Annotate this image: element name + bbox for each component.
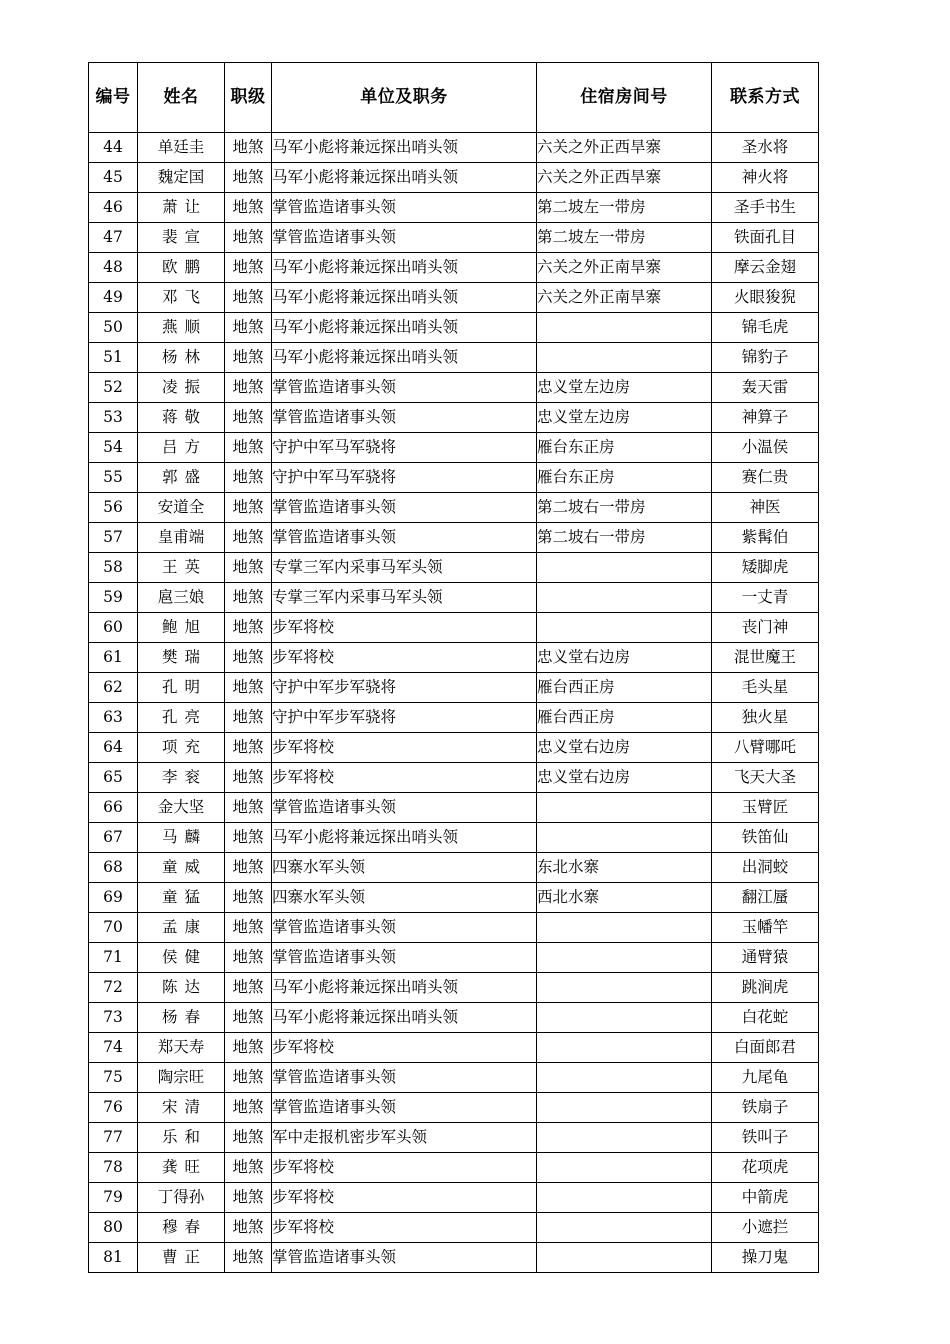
- cell-name: 李衮: [138, 763, 225, 793]
- cell-name: 邓飞: [138, 283, 225, 313]
- table-row: [89, 823, 819, 853]
- table-row: [89, 1183, 819, 1213]
- table-row: [89, 1213, 819, 1243]
- cell-name: 王英: [138, 553, 225, 583]
- cell-name: 项充: [138, 733, 225, 763]
- cell-unit: 马军小彪将兼远探出哨头领: [272, 163, 537, 193]
- cell-id: 80: [89, 1213, 138, 1243]
- cell-id: 66: [89, 793, 138, 823]
- cell-room: 忠义堂左边房: [537, 373, 712, 403]
- cell-rank: 地煞: [225, 493, 272, 523]
- cell-id: 62: [89, 673, 138, 703]
- cell-id: 49: [89, 283, 138, 313]
- cell-unit: 掌管监造诸事头领: [272, 1243, 537, 1273]
- cell-rank: 地煞: [225, 433, 272, 463]
- table-row: [89, 463, 819, 493]
- cell-name: 童猛: [138, 883, 225, 913]
- cell-name: 郭盛: [138, 463, 225, 493]
- cell-id: 74: [89, 1033, 138, 1063]
- cell-room: [537, 1183, 712, 1213]
- cell-name: 燕顺: [138, 313, 225, 343]
- table-row: [89, 793, 819, 823]
- cell-id: 72: [89, 973, 138, 1003]
- cell-name: 鲍旭: [138, 613, 225, 643]
- cell-id: 75: [89, 1063, 138, 1093]
- cell-rank: 地煞: [225, 823, 272, 853]
- table-row: [89, 163, 819, 193]
- cell-room: 第二坡左一带房: [537, 223, 712, 253]
- cell-contact: 锦豹子: [712, 343, 819, 373]
- cell-unit: 马军小彪将兼远探出哨头领: [272, 253, 537, 283]
- table-row: [89, 763, 819, 793]
- cell-id: 64: [89, 733, 138, 763]
- cell-id: 50: [89, 313, 138, 343]
- cell-name: 杨春: [138, 1003, 225, 1033]
- table-row: [89, 1063, 819, 1093]
- header-row: [89, 63, 819, 133]
- cell-contact: 神算子: [712, 403, 819, 433]
- cell-id: 45: [89, 163, 138, 193]
- cell-name: 穆春: [138, 1213, 225, 1243]
- table-row: [89, 1123, 819, 1153]
- table-row: [89, 1033, 819, 1063]
- cell-room: 忠义堂右边房: [537, 763, 712, 793]
- column-header-unit: 单位及职务: [272, 63, 537, 133]
- cell-contact: 轰天雷: [712, 373, 819, 403]
- table-row: [89, 133, 819, 163]
- cell-rank: 地煞: [225, 1063, 272, 1093]
- cell-id: 46: [89, 193, 138, 223]
- cell-room: 忠义堂右边房: [537, 733, 712, 763]
- cell-name: 裴宣: [138, 223, 225, 253]
- cell-unit: 掌管监造诸事头领: [272, 193, 537, 223]
- cell-room: [537, 1243, 712, 1273]
- table-row: [89, 943, 819, 973]
- table-row: [89, 733, 819, 763]
- table-row: [89, 253, 819, 283]
- cell-id: 63: [89, 703, 138, 733]
- cell-unit: 步军将校: [272, 1183, 537, 1213]
- cell-contact: 操刀鬼: [712, 1243, 819, 1273]
- table-row: [89, 553, 819, 583]
- cell-name: 单廷圭: [138, 133, 225, 163]
- cell-unit: 掌管监造诸事头领: [272, 223, 537, 253]
- column-header-rank: 职级: [225, 63, 272, 133]
- table-row: [89, 583, 819, 613]
- cell-name: 吕方: [138, 433, 225, 463]
- cell-name: 萧让: [138, 193, 225, 223]
- table-row: [89, 313, 819, 343]
- cell-contact: 紫髯伯: [712, 523, 819, 553]
- cell-contact: 丧门神: [712, 613, 819, 643]
- cell-id: 71: [89, 943, 138, 973]
- table-body: [89, 133, 819, 1273]
- cell-contact: 铁扇子: [712, 1093, 819, 1123]
- cell-rank: 地煞: [225, 643, 272, 673]
- cell-name: 扈三娘: [138, 583, 225, 613]
- cell-name: 樊瑞: [138, 643, 225, 673]
- cell-rank: 地煞: [225, 163, 272, 193]
- cell-rank: 地煞: [225, 1153, 272, 1183]
- cell-unit: 掌管监造诸事头领: [272, 943, 537, 973]
- cell-rank: 地煞: [225, 973, 272, 1003]
- cell-name: 陈达: [138, 973, 225, 1003]
- cell-unit: 掌管监造诸事头领: [272, 1063, 537, 1093]
- cell-contact: 赛仁贵: [712, 463, 819, 493]
- document-page: [88, 62, 818, 1273]
- table-row: [89, 403, 819, 433]
- cell-contact: 白面郎君: [712, 1033, 819, 1063]
- cell-contact: 火眼狻猊: [712, 283, 819, 313]
- cell-room: [537, 1123, 712, 1153]
- cell-room: [537, 823, 712, 853]
- cell-rank: 地煞: [225, 1243, 272, 1273]
- cell-unit: 步军将校: [272, 733, 537, 763]
- column-header-contact: 联系方式: [712, 63, 819, 133]
- cell-room: 第二坡左一带房: [537, 193, 712, 223]
- cell-contact: 小遮拦: [712, 1213, 819, 1243]
- cell-room: [537, 313, 712, 343]
- cell-room: [537, 1063, 712, 1093]
- cell-rank: 地煞: [225, 253, 272, 283]
- table-row: [89, 373, 819, 403]
- cell-id: 56: [89, 493, 138, 523]
- cell-name: 孔明: [138, 673, 225, 703]
- cell-unit: 掌管监造诸事头领: [272, 793, 537, 823]
- cell-name: 欧鹏: [138, 253, 225, 283]
- cell-id: 76: [89, 1093, 138, 1123]
- cell-rank: 地煞: [225, 283, 272, 313]
- cell-room: 六关之外正西旱寨: [537, 133, 712, 163]
- cell-contact: 花项虎: [712, 1153, 819, 1183]
- cell-rank: 地煞: [225, 403, 272, 433]
- cell-contact: 飞天大圣: [712, 763, 819, 793]
- cell-id: 81: [89, 1243, 138, 1273]
- cell-name: 杨林: [138, 343, 225, 373]
- table-row: [89, 1153, 819, 1183]
- cell-room: 第二坡右一带房: [537, 523, 712, 553]
- cell-name: 魏定国: [138, 163, 225, 193]
- cell-unit: 马军小彪将兼远探出哨头领: [272, 1003, 537, 1033]
- table-row: [89, 913, 819, 943]
- column-header-room: 住宿房间号: [537, 63, 712, 133]
- cell-rank: 地煞: [225, 373, 272, 403]
- table-row: [89, 343, 819, 373]
- cell-unit: 专掌三军内采事马军头领: [272, 583, 537, 613]
- table-row: [89, 433, 819, 463]
- cell-room: [537, 1153, 712, 1183]
- cell-contact: 中箭虎: [712, 1183, 819, 1213]
- cell-name: 孔亮: [138, 703, 225, 733]
- cell-id: 48: [89, 253, 138, 283]
- cell-rank: 地煞: [225, 313, 272, 343]
- cell-id: 59: [89, 583, 138, 613]
- cell-unit: 步军将校: [272, 643, 537, 673]
- cell-id: 60: [89, 613, 138, 643]
- cell-contact: 一丈青: [712, 583, 819, 613]
- cell-room: 西北水寨: [537, 883, 712, 913]
- cell-unit: 马军小彪将兼远探出哨头领: [272, 823, 537, 853]
- cell-id: 79: [89, 1183, 138, 1213]
- cell-room: [537, 583, 712, 613]
- cell-rank: 地煞: [225, 943, 272, 973]
- cell-room: 忠义堂右边房: [537, 643, 712, 673]
- cell-contact: 铁笛仙: [712, 823, 819, 853]
- cell-room: [537, 1003, 712, 1033]
- cell-rank: 地煞: [225, 733, 272, 763]
- cell-name: 丁得孙: [138, 1183, 225, 1213]
- cell-id: 53: [89, 403, 138, 433]
- cell-contact: 铁面孔目: [712, 223, 819, 253]
- cell-rank: 地煞: [225, 763, 272, 793]
- cell-id: 55: [89, 463, 138, 493]
- cell-contact: 翻江蜃: [712, 883, 819, 913]
- cell-name: 皇甫端: [138, 523, 225, 553]
- cell-name: 凌振: [138, 373, 225, 403]
- cell-rank: 地煞: [225, 673, 272, 703]
- cell-unit: 掌管监造诸事头领: [272, 913, 537, 943]
- cell-room: 雁台东正房: [537, 463, 712, 493]
- cell-name: 宋清: [138, 1093, 225, 1123]
- cell-unit: 守护中军马军骁将: [272, 433, 537, 463]
- cell-id: 58: [89, 553, 138, 583]
- table-row: [89, 613, 819, 643]
- cell-unit: 马军小彪将兼远探出哨头领: [272, 133, 537, 163]
- cell-rank: 地煞: [225, 1123, 272, 1153]
- cell-rank: 地煞: [225, 463, 272, 493]
- cell-contact: 矮脚虎: [712, 553, 819, 583]
- cell-rank: 地煞: [225, 583, 272, 613]
- cell-contact: 八臂哪吒: [712, 733, 819, 763]
- cell-id: 44: [89, 133, 138, 163]
- cell-rank: 地煞: [225, 613, 272, 643]
- cell-rank: 地煞: [225, 1033, 272, 1063]
- cell-unit: 四寨水军头领: [272, 883, 537, 913]
- cell-unit: 马军小彪将兼远探出哨头领: [272, 343, 537, 373]
- cell-rank: 地煞: [225, 133, 272, 163]
- cell-contact: 毛头星: [712, 673, 819, 703]
- cell-name: 蒋敬: [138, 403, 225, 433]
- cell-rank: 地煞: [225, 793, 272, 823]
- cell-contact: 圣水将: [712, 133, 819, 163]
- cell-name: 马麟: [138, 823, 225, 853]
- cell-room: 雁台东正房: [537, 433, 712, 463]
- cell-unit: 掌管监造诸事头领: [272, 1093, 537, 1123]
- cell-unit: 步军将校: [272, 1033, 537, 1063]
- cell-contact: 玉臂匠: [712, 793, 819, 823]
- cell-id: 68: [89, 853, 138, 883]
- cell-contact: 出洞蛟: [712, 853, 819, 883]
- column-header-id: 编号: [89, 63, 138, 133]
- cell-room: 雁台西正房: [537, 673, 712, 703]
- cell-rank: 地煞: [225, 1093, 272, 1123]
- cell-room: 雁台西正房: [537, 703, 712, 733]
- cell-id: 52: [89, 373, 138, 403]
- table-row: [89, 703, 819, 733]
- cell-rank: 地煞: [225, 1213, 272, 1243]
- cell-name: 安道全: [138, 493, 225, 523]
- cell-contact: 神医: [712, 493, 819, 523]
- cell-name: 孟康: [138, 913, 225, 943]
- roster-table: [88, 62, 819, 1273]
- cell-id: 67: [89, 823, 138, 853]
- table-row: [89, 643, 819, 673]
- cell-id: 65: [89, 763, 138, 793]
- cell-rank: 地煞: [225, 883, 272, 913]
- cell-name: 郑天寿: [138, 1033, 225, 1063]
- cell-id: 61: [89, 643, 138, 673]
- table-row: [89, 973, 819, 1003]
- cell-room: [537, 1093, 712, 1123]
- cell-room: [537, 343, 712, 373]
- cell-contact: 神火将: [712, 163, 819, 193]
- cell-unit: 步军将校: [272, 613, 537, 643]
- cell-name: 乐和: [138, 1123, 225, 1153]
- cell-room: [537, 973, 712, 1003]
- cell-room: [537, 943, 712, 973]
- cell-unit: 专掌三军内采事马军头领: [272, 553, 537, 583]
- cell-unit: 守护中军步军骁将: [272, 703, 537, 733]
- cell-room: 六关之外正西旱寨: [537, 163, 712, 193]
- cell-contact: 铁叫子: [712, 1123, 819, 1153]
- cell-unit: 掌管监造诸事头领: [272, 403, 537, 433]
- cell-name: 陶宗旺: [138, 1063, 225, 1093]
- table-row: [89, 1003, 819, 1033]
- cell-contact: 摩云金翅: [712, 253, 819, 283]
- cell-unit: 步军将校: [272, 763, 537, 793]
- cell-unit: 步军将校: [272, 1213, 537, 1243]
- cell-id: 70: [89, 913, 138, 943]
- cell-id: 51: [89, 343, 138, 373]
- cell-room: 第二坡右一带房: [537, 493, 712, 523]
- cell-contact: 白花蛇: [712, 1003, 819, 1033]
- cell-unit: 四寨水军头领: [272, 853, 537, 883]
- cell-contact: 混世魔王: [712, 643, 819, 673]
- cell-id: 54: [89, 433, 138, 463]
- table-row: [89, 1243, 819, 1273]
- cell-id: 73: [89, 1003, 138, 1033]
- cell-name: 金大坚: [138, 793, 225, 823]
- table-row: [89, 193, 819, 223]
- table-row: [89, 493, 819, 523]
- cell-room: [537, 1033, 712, 1063]
- cell-unit: 马军小彪将兼远探出哨头领: [272, 313, 537, 343]
- cell-name: 龚旺: [138, 1153, 225, 1183]
- cell-rank: 地煞: [225, 523, 272, 553]
- table-row: [89, 673, 819, 703]
- cell-unit: 掌管监造诸事头领: [272, 523, 537, 553]
- table-row: [89, 283, 819, 313]
- cell-unit: 守护中军马军骁将: [272, 463, 537, 493]
- cell-id: 78: [89, 1153, 138, 1183]
- column-header-name: 姓名: [138, 63, 225, 133]
- cell-rank: 地煞: [225, 703, 272, 733]
- cell-contact: 圣手书生: [712, 193, 819, 223]
- cell-contact: 跳涧虎: [712, 973, 819, 1003]
- cell-rank: 地煞: [225, 193, 272, 223]
- cell-room: [537, 613, 712, 643]
- cell-room: 东北水寨: [537, 853, 712, 883]
- cell-unit: 马军小彪将兼远探出哨头领: [272, 973, 537, 1003]
- cell-id: 77: [89, 1123, 138, 1153]
- cell-unit: 掌管监造诸事头领: [272, 373, 537, 403]
- cell-id: 57: [89, 523, 138, 553]
- cell-rank: 地煞: [225, 343, 272, 373]
- cell-rank: 地煞: [225, 1183, 272, 1213]
- cell-name: 曹正: [138, 1243, 225, 1273]
- cell-room: [537, 913, 712, 943]
- cell-unit: 步军将校: [272, 1153, 537, 1183]
- table-row: [89, 883, 819, 913]
- cell-unit: 守护中军步军骁将: [272, 673, 537, 703]
- cell-rank: 地煞: [225, 553, 272, 583]
- cell-room: 六关之外正南旱寨: [537, 253, 712, 283]
- cell-unit: 马军小彪将兼远探出哨头领: [272, 283, 537, 313]
- cell-rank: 地煞: [225, 913, 272, 943]
- cell-rank: 地煞: [225, 853, 272, 883]
- cell-id: 69: [89, 883, 138, 913]
- cell-room: 六关之外正南旱寨: [537, 283, 712, 313]
- cell-id: 47: [89, 223, 138, 253]
- cell-unit: 掌管监造诸事头领: [272, 493, 537, 523]
- cell-contact: 小温侯: [712, 433, 819, 463]
- table-header: [89, 63, 819, 133]
- table-row: [89, 523, 819, 553]
- cell-name: 童威: [138, 853, 225, 883]
- table-row: [89, 853, 819, 883]
- cell-unit: 军中走报机密步军头领: [272, 1123, 537, 1153]
- cell-room: [537, 553, 712, 583]
- cell-rank: 地煞: [225, 223, 272, 253]
- cell-contact: 独火星: [712, 703, 819, 733]
- table-row: [89, 223, 819, 253]
- cell-contact: 玉幡竿: [712, 913, 819, 943]
- cell-room: 忠义堂左边房: [537, 403, 712, 433]
- cell-contact: 通臂猿: [712, 943, 819, 973]
- cell-rank: 地煞: [225, 1003, 272, 1033]
- cell-name: 侯健: [138, 943, 225, 973]
- cell-contact: 九尾龟: [712, 1063, 819, 1093]
- table-row: [89, 1093, 819, 1123]
- cell-contact: 锦毛虎: [712, 313, 819, 343]
- cell-room: [537, 1213, 712, 1243]
- cell-room: [537, 793, 712, 823]
